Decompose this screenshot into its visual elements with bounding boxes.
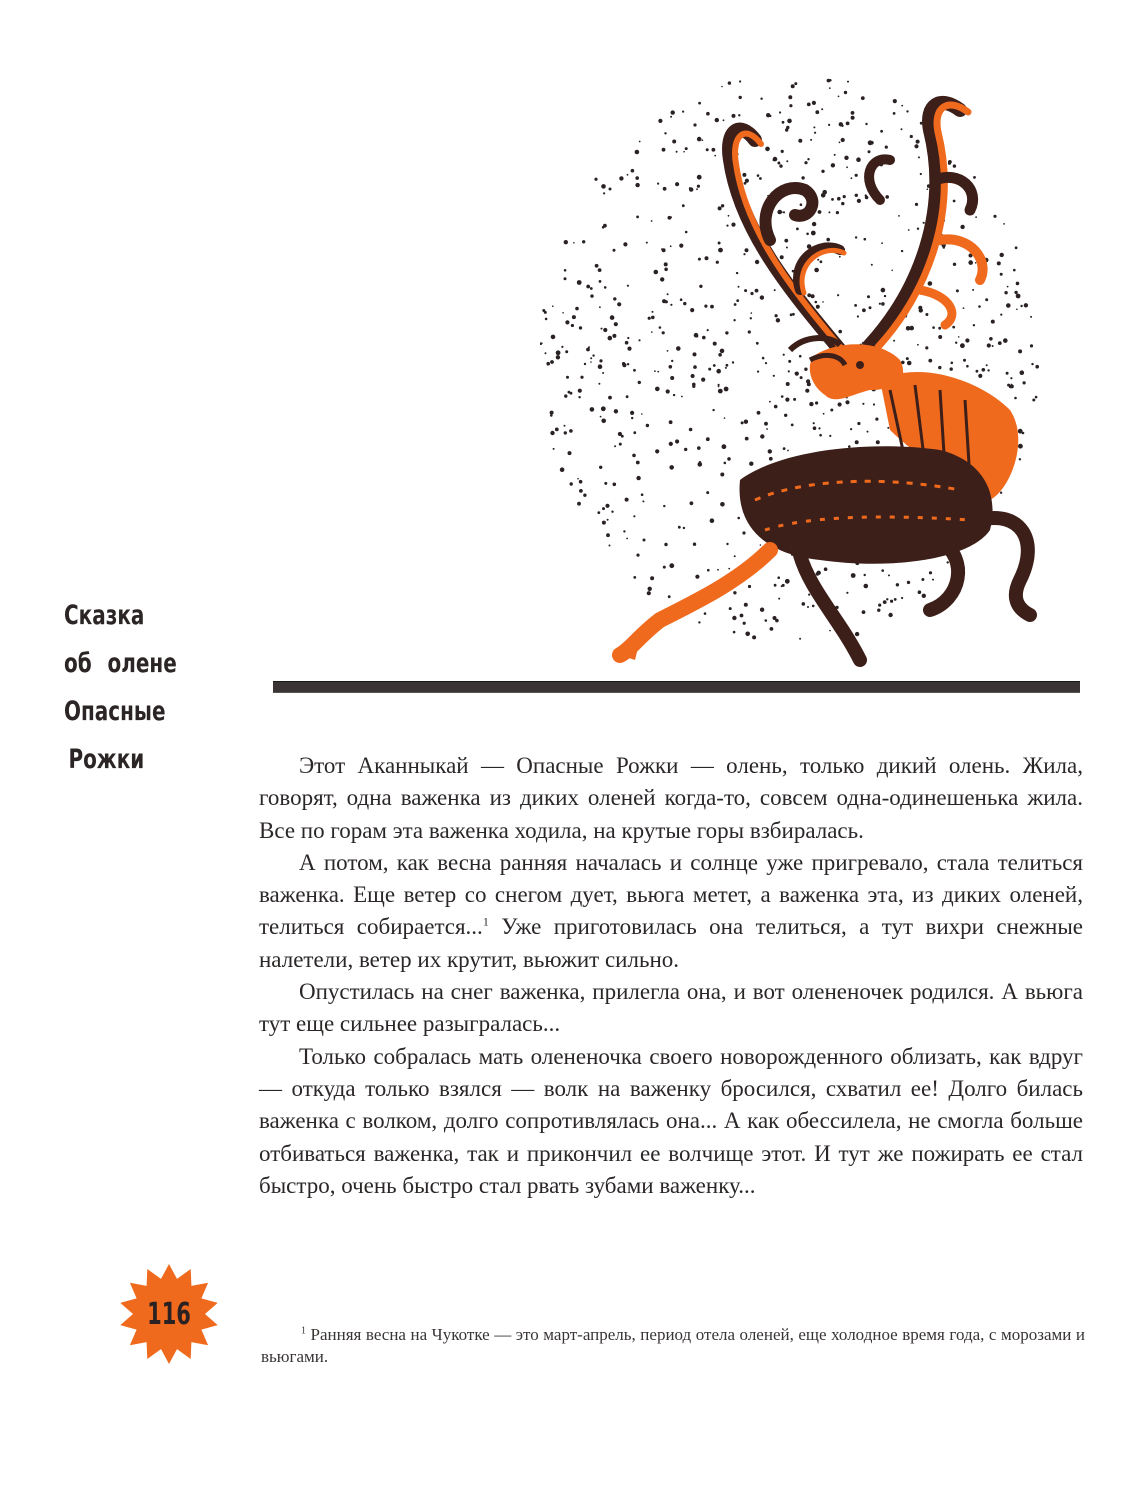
story-title — [64, 592, 177, 784]
footnote-reference[interactable]: 1 — [482, 914, 489, 929]
footnote-paragraph — [261, 1324, 1085, 1368]
title-line: об оленe — [64, 648, 177, 679]
footnote — [261, 1324, 1085, 1368]
title-line: Опасные — [64, 696, 166, 727]
footnote-text: Ранняя весна на Чукотке — это март-апрель, период отела оленей, еще холодное время года, с морозами и вьюгами. — [261, 1325, 1085, 1366]
paragraph: Этот Аканныкай — Опасные Рожки — олень, только дикий олень. Жила, говорят, одна важенка из диких оленей когда-то, совсем одна-одинешенька жила. Все по горам эта важенка ходила, на крутые горы взбиралась. — [259, 753, 1083, 843]
story-body — [259, 750, 1083, 1202]
paragraph: Опустилась на снег важенка, прилегла она, и вот олененочек родился. А вьюга тут еще сильнее разыгралась... — [259, 979, 1083, 1037]
paragraph — [259, 847, 1083, 976]
snowflakes-icon — [540, 79, 1039, 640]
reindeer-illustration-icon — [540, 60, 1080, 680]
paragraph: Только собралась мать олененочка своего новорожденного облизать, как вдруг — откуда только взялся — волк на важенку бросился, схватил ее! Долго билась важенка с волком, долго сопротивлялась она... А как обессилела, не смогла больше отбиваться важенка, так и прикончил ее волчище этот. И тут же пожирать ее стал быстро, очень быстро стал рвать зубами важенку... — [259, 1043, 1083, 1198]
footnote-mark: 1 — [301, 1325, 306, 1337]
title-line: Рожки — [68, 744, 145, 775]
title-line: Сказка — [64, 600, 145, 631]
page-number: 116 — [147, 1296, 191, 1332]
horizontal-rule — [273, 681, 1080, 693]
paragraph-text: Уже приготовилась она телиться, а тут вихри снежные налетели, ветер их крутит, вьюжит сильно. — [259, 914, 1083, 972]
paragraph-text: А потом, как весна ранняя началась и солнце уже пригревало, стала телиться важенка. Еще ветер со снегом дует, вьюга метет, а важенка эта, из диких оленей, телиться собирается... — [259, 849, 1083, 940]
